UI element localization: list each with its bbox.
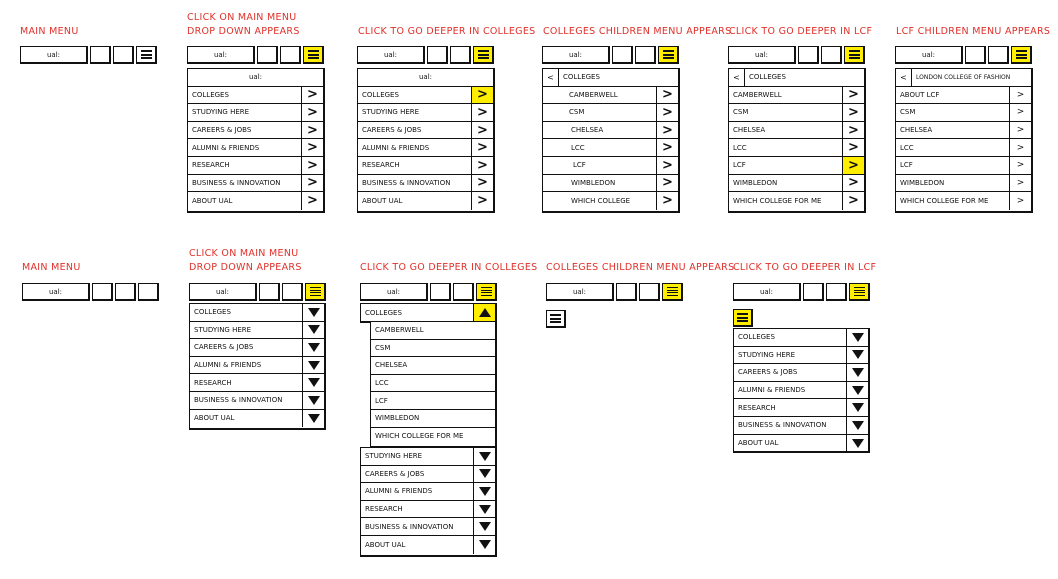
hamburger-icon — [481, 287, 492, 296]
dropdown-menu — [187, 68, 325, 213]
triangle-down-icon — [852, 403, 864, 412]
chevron-right-icon[interactable]: > — [1009, 139, 1031, 156]
menu-item[interactable]: ABOUT UAL — [190, 410, 324, 428]
hamburger-icon — [550, 314, 561, 323]
menu-item[interactable]: CAREERS & JOBS > — [358, 122, 493, 140]
triangle-down-icon — [852, 368, 864, 377]
hamburger-icon — [478, 50, 489, 59]
chevron-right-icon[interactable]: > — [842, 157, 864, 174]
chevron-right-icon[interactable]: > — [471, 175, 493, 192]
triangle-down-icon — [479, 469, 491, 478]
menu-item[interactable]: STUDYING HERE — [734, 347, 868, 365]
menu-item[interactable]: ABOUT UAL — [734, 435, 868, 453]
menu-button[interactable] — [305, 283, 326, 301]
title-main-menu: MAIN MENU — [20, 26, 79, 37]
menu-button[interactable] — [658, 46, 679, 64]
menu-item[interactable]: BUSINESS & INNOVATION > — [358, 175, 493, 193]
triangle-down-icon — [308, 414, 320, 423]
menu-logo-row: ual: — [188, 69, 323, 87]
triangle-up-icon — [479, 308, 491, 317]
logo[interactable]: ual: — [20, 46, 88, 64]
header-bar — [895, 46, 1034, 64]
menu-toggle-button[interactable] — [733, 309, 753, 327]
submenu-item[interactable]: WHICH COLLEGE > — [543, 192, 678, 210]
triangle-down-icon — [479, 487, 491, 496]
title-click-main: CLICK ON MAIN MENU DROP DOWN APPEARS — [189, 248, 302, 273]
chevron-right-icon[interactable]: > — [1009, 104, 1031, 121]
chevron-right-icon[interactable]: > — [301, 157, 323, 174]
submenu-item[interactable]: LCC — [371, 375, 495, 393]
triangle-down-icon — [479, 540, 491, 549]
chevron-right-icon[interactable]: > — [471, 157, 493, 174]
menu-item[interactable]: ABOUT UAL — [361, 536, 495, 554]
submenu-item[interactable]: ABOUT LCF > — [896, 87, 1031, 105]
submenu-item[interactable]: CSM > — [729, 104, 864, 122]
hamburger-icon — [663, 50, 674, 59]
menu-item[interactable]: BUSINESS & INNOVATION — [734, 417, 868, 435]
chevron-right-icon[interactable]: > — [301, 87, 323, 104]
menu-item[interactable]: STUDYING HERE > — [188, 104, 323, 122]
back-icon[interactable]: < — [896, 69, 912, 86]
menu-button[interactable] — [138, 283, 159, 301]
hamburger-icon — [667, 287, 678, 296]
title-colleges-children: COLLEGES CHILDREN MENU APPEARS — [546, 262, 735, 273]
triangle-down-icon — [479, 522, 491, 531]
logo[interactable]: ual: — [546, 283, 614, 301]
dropdown-menu — [357, 68, 495, 213]
chevron-right-icon[interactable]: > — [656, 139, 678, 156]
menu-button[interactable] — [1011, 46, 1032, 64]
submenu-item[interactable]: LCC > — [896, 139, 1031, 157]
logo[interactable]: ual: — [542, 46, 610, 64]
chevron-right-icon[interactable]: > — [1009, 87, 1031, 104]
triangle-down-icon — [308, 343, 320, 352]
chevron-right-icon[interactable]: > — [471, 104, 493, 121]
menu-item[interactable]: STUDYING HERE — [361, 448, 495, 466]
submenu-item[interactable]: CAMBERWELL > — [543, 87, 678, 105]
chevron-right-icon[interactable]: > — [656, 122, 678, 139]
title-deeper-lcf: CLICK TO GO DEEPER IN LCF — [729, 26, 873, 37]
hamburger-icon — [849, 50, 860, 59]
chevron-right-icon[interactable]: > — [842, 87, 864, 104]
submenu-item[interactable]: LCF > — [896, 157, 1031, 175]
hamburger-icon — [141, 50, 152, 59]
menu-item[interactable]: BUSINESS & INNOVATION — [361, 518, 495, 536]
submenu-item[interactable]: LCF — [371, 392, 495, 410]
submenu-item[interactable]: CSM — [371, 340, 495, 358]
chevron-right-icon[interactable]: > — [1009, 192, 1031, 210]
dropdown-menu — [189, 303, 326, 430]
submenu-item[interactable]: CHELSEA — [371, 357, 495, 375]
colleges-submenu — [728, 68, 866, 213]
menu-item-colleges[interactable]: COLLEGES — [361, 304, 495, 321]
menu-item[interactable]: STUDYING HERE > — [358, 104, 493, 122]
menu-item[interactable]: ABOUT UAL > — [358, 192, 493, 210]
menu-item[interactable]: ABOUT UAL > — [188, 192, 323, 210]
back-row[interactable]: < COLLEGES — [729, 69, 864, 87]
submenu-item[interactable]: WIMBLEDON > — [543, 175, 678, 193]
menu-item[interactable]: ALUMNI & FRIENDS > — [188, 139, 323, 157]
chevron-right-icon[interactable]: > — [842, 104, 864, 121]
triangle-down-icon — [852, 386, 864, 395]
submenu-item[interactable]: CHELSEA > — [543, 122, 678, 140]
chevron-right-icon[interactable]: > — [1009, 175, 1031, 192]
menu-item[interactable]: RESEARCH — [734, 399, 868, 417]
logo[interactable]: ual: — [187, 46, 255, 64]
header-bar — [20, 46, 159, 64]
chevron-right-icon[interactable]: > — [842, 139, 864, 156]
chevron-right-icon[interactable]: > — [301, 104, 323, 121]
header-bar — [187, 46, 326, 64]
header-bar — [357, 46, 496, 64]
chevron-right-icon[interactable]: > — [656, 87, 678, 104]
hamburger-icon — [310, 287, 321, 296]
triangle-down-icon — [852, 439, 864, 448]
submenu-item[interactable]: WIMBLEDON — [371, 410, 495, 428]
menu-item[interactable]: BUSINESS & INNOVATION — [190, 392, 324, 410]
submenu-item[interactable]: CHELSEA > — [896, 122, 1031, 140]
title-colleges-children: COLLEGES CHILDREN MENU APPEARS — [543, 26, 732, 37]
logo[interactable]: ual: — [360, 283, 428, 301]
menu-item[interactable]: CAREERS & JOBS — [734, 364, 868, 382]
submenu-item[interactable]: CSM > — [543, 104, 678, 122]
dropdown-menu — [733, 328, 870, 453]
menu-item[interactable]: ALUMNI & FRIENDS > — [358, 139, 493, 157]
logo[interactable]: ual: — [733, 283, 801, 301]
menu-item[interactable]: RESEARCH — [190, 374, 324, 392]
triangle-down-icon — [852, 350, 864, 359]
menu-item[interactable]: RESEARCH — [361, 501, 495, 519]
chevron-right-icon[interactable]: > — [656, 157, 678, 174]
submenu-item[interactable]: WHICH COLLEGE FOR ME > — [896, 192, 1031, 210]
menu-toggle-button[interactable] — [546, 310, 566, 328]
hamburger-icon — [1016, 50, 1027, 59]
logo[interactable]: ual: — [895, 46, 963, 64]
menu-item[interactable]: COLLEGES > — [188, 87, 323, 105]
triangle-down-icon — [308, 378, 320, 387]
hamburger-icon — [854, 287, 865, 296]
submenu-item[interactable]: CHELSEA > — [729, 122, 864, 140]
menu-button[interactable] — [849, 283, 870, 301]
logo[interactable]: ual: — [357, 46, 425, 64]
menu-item[interactable]: ALUMNI & FRIENDS — [190, 357, 324, 375]
colleges-accordion — [370, 322, 497, 447]
menu-button[interactable] — [844, 46, 865, 64]
menu-item[interactable]: COLLEGES — [734, 329, 868, 347]
title-deeper-colleges: CLICK TO GO DEEPER IN COLLEGES — [358, 26, 536, 37]
logo[interactable]: ual: — [728, 46, 796, 64]
chevron-right-icon[interactable]: > — [471, 192, 493, 210]
menu-item[interactable]: CAREERS & JOBS — [361, 466, 495, 484]
triangle-down-icon — [479, 505, 491, 514]
header-bar — [360, 283, 499, 301]
chevron-right-icon[interactable]: > — [1009, 122, 1031, 139]
title-click-main: CLICK ON MAIN MENU DROP DOWN APPEARS — [187, 12, 300, 37]
menu-item[interactable]: CAREERS & JOBS — [190, 339, 324, 357]
chevron-right-icon[interactable]: > — [471, 139, 493, 156]
title-deeper-lcf: CLICK TO GO DEEPER IN LCF — [733, 262, 877, 273]
back-icon[interactable]: < — [543, 69, 559, 86]
menu-item[interactable]: ALUMNI & FRIENDS — [361, 483, 495, 501]
submenu-item[interactable]: WHICH COLLEGE FOR ME — [375, 432, 464, 441]
menu-button[interactable] — [473, 46, 494, 64]
menu-item[interactable]: COLLEGES > — [358, 87, 493, 105]
menu-item[interactable]: COLLEGES — [190, 304, 324, 322]
submenu-item[interactable]: WHICH COLLEGE FOR ME > — [729, 192, 864, 210]
header-bar — [189, 283, 328, 301]
menu-button[interactable] — [303, 46, 324, 64]
chevron-right-icon[interactable]: > — [471, 87, 493, 104]
header-bar — [546, 283, 685, 301]
submenu-item[interactable]: WIMBLEDON > — [896, 175, 1031, 193]
menu-button[interactable] — [136, 46, 157, 64]
menu-item[interactable]: BUSINESS & INNOVATION > — [188, 175, 323, 193]
back-icon[interactable]: < — [729, 69, 745, 86]
header-bar — [22, 283, 161, 301]
dropdown-menu-rest — [360, 447, 497, 557]
triangle-down-icon — [852, 421, 864, 430]
menu-item[interactable]: RESEARCH > — [358, 157, 493, 175]
triangle-down-icon — [852, 333, 864, 342]
menu-button[interactable] — [476, 283, 497, 301]
submenu-item[interactable]: CSM > — [896, 104, 1031, 122]
menu-item[interactable]: ALUMNI & FRIENDS — [734, 382, 868, 400]
chevron-right-icon[interactable]: > — [301, 139, 323, 156]
menu-item[interactable]: RESEARCH > — [188, 157, 323, 175]
header-bar — [733, 283, 872, 301]
header-bar — [728, 46, 867, 64]
chevron-right-icon[interactable]: > — [842, 122, 864, 139]
colleges-submenu — [542, 68, 680, 213]
chevron-right-icon[interactable]: > — [471, 122, 493, 139]
submenu-item[interactable]: LCC > — [543, 139, 678, 157]
chevron-right-icon[interactable]: > — [301, 122, 323, 139]
triangle-down-icon — [308, 308, 320, 317]
chevron-right-icon[interactable]: > — [301, 192, 323, 210]
back-row[interactable]: < COLLEGES — [543, 69, 678, 87]
chevron-right-icon[interactable]: > — [656, 104, 678, 121]
chevron-right-icon[interactable]: > — [842, 175, 864, 192]
title-deeper-colleges: CLICK TO GO DEEPER IN COLLEGES — [360, 262, 538, 273]
title-main-menu: MAIN MENU — [22, 262, 81, 273]
chevron-right-icon[interactable]: > — [656, 175, 678, 192]
logo[interactable]: ual: — [189, 283, 257, 301]
back-row[interactable]: < LONDON COLLEGE OF FASHION — [896, 69, 1031, 87]
hamburger-icon — [308, 50, 319, 59]
chevron-right-icon[interactable]: > — [1009, 157, 1031, 174]
chevron-right-icon[interactable]: > — [301, 175, 323, 192]
hamburger-icon — [737, 313, 748, 322]
colleges-expanded-header — [360, 303, 497, 323]
submenu-item[interactable]: CAMBERWELL — [371, 322, 495, 340]
submenu-item[interactable]: CAMBERWELL > — [729, 87, 864, 105]
logo[interactable]: ual: — [22, 283, 90, 301]
header-bar — [542, 46, 681, 64]
triangle-down-icon — [479, 452, 491, 461]
lcf-submenu — [895, 68, 1033, 213]
submenu-item[interactable]: LCC > — [729, 139, 864, 157]
triangle-down-icon — [308, 396, 320, 405]
triangle-down-icon — [308, 361, 320, 370]
chevron-right-icon[interactable]: > — [656, 192, 678, 210]
menu-item[interactable]: STUDYING HERE — [190, 322, 324, 340]
menu-item[interactable]: CAREERS & JOBS > — [188, 122, 323, 140]
title-lcf-children: LCF CHILDREN MENU APPEARS — [896, 26, 1051, 37]
submenu-item[interactable]: LCF > — [543, 157, 678, 175]
submenu-item[interactable]: WIMBLEDON > — [729, 175, 864, 193]
menu-button[interactable] — [662, 283, 683, 301]
submenu-item[interactable]: LCF > — [729, 157, 864, 175]
menu-logo-row: ual: — [358, 69, 493, 87]
chevron-right-icon[interactable]: > — [842, 192, 864, 210]
triangle-down-icon — [308, 325, 320, 334]
